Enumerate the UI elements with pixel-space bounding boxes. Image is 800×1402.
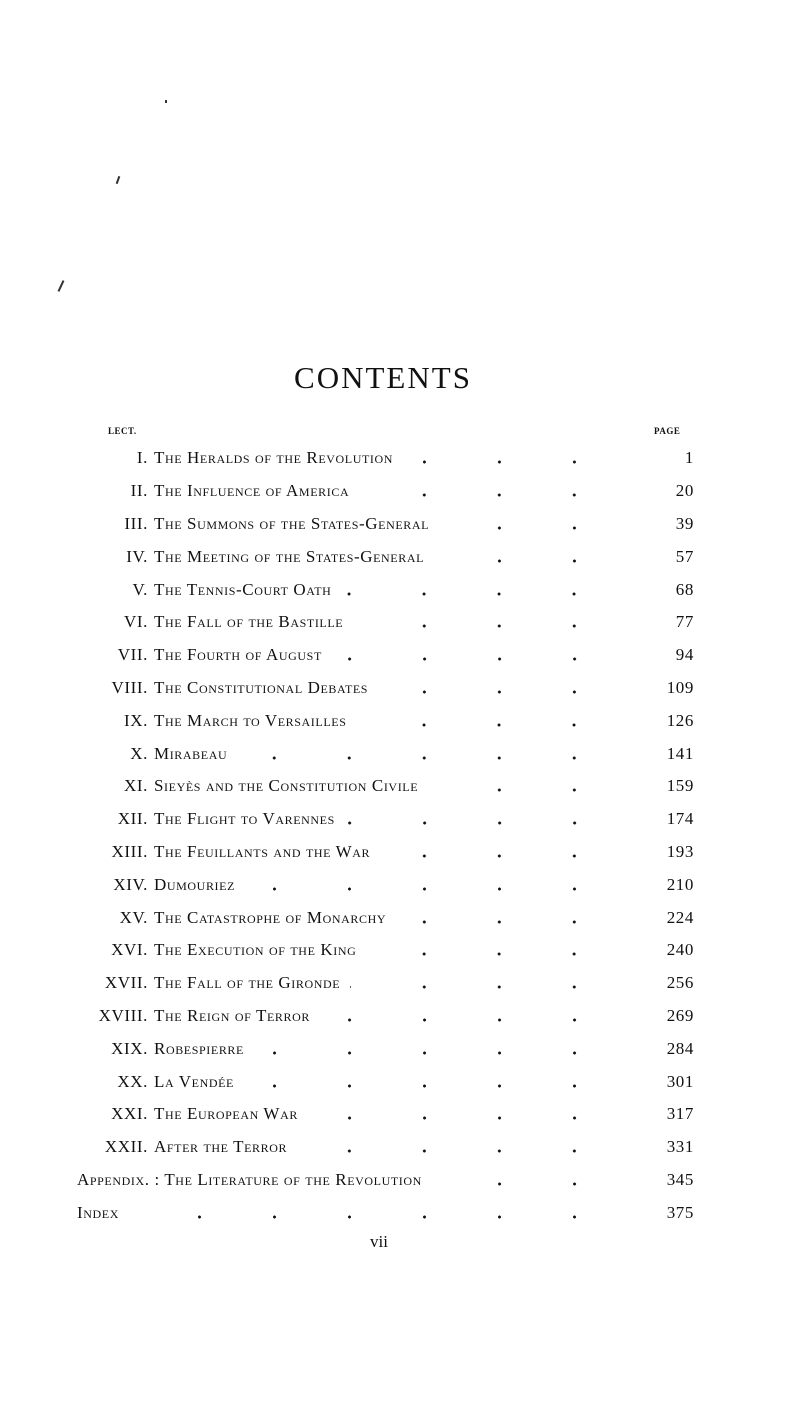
lecture-title: The Fall of the Gironde — [154, 973, 341, 993]
lecture-title: The Constitutional Debates — [154, 677, 369, 697]
page-ref: 331 — [666, 1137, 694, 1157]
table-of-contents — [70, 442, 694, 1229]
lecture-number: XIX. — [111, 1038, 148, 1058]
page-number: vii — [370, 1232, 388, 1251]
dot-leader — [254, 1051, 612, 1055]
dot-leader — [439, 526, 612, 530]
lecture-title: The Fall of the Bastille — [154, 612, 344, 632]
lecture-title: The Catastrophe of Monarchy — [154, 907, 387, 927]
page-ref: 345 — [666, 1169, 694, 1189]
lecture-title: The Meeting of the States-General — [154, 546, 425, 566]
lecture-number: X. — [130, 743, 148, 763]
page-ref: 68 — [675, 579, 694, 599]
page-ref: 94 — [675, 645, 694, 665]
dot-leader — [366, 952, 612, 956]
dot-leader — [320, 1018, 612, 1022]
page-title: CONTENTS — [294, 360, 472, 395]
toc-entry — [70, 1098, 694, 1131]
lecture-title: The Flight to Varennes — [154, 809, 335, 829]
lecture-title: The Summons of the States-General — [154, 513, 430, 533]
toc-entry — [70, 639, 694, 672]
page-ref: 224 — [666, 907, 694, 927]
lecture-title: The Fourth of August — [154, 645, 322, 665]
page-ref: 20 — [675, 481, 694, 501]
lecture-number: XIV. — [113, 874, 148, 894]
lecture-title: The European War — [154, 1104, 298, 1124]
lecture-number: XIII. — [111, 841, 148, 861]
lecture-number: IV. — [126, 546, 148, 566]
dot-leader — [434, 559, 612, 563]
lecture-title: Dumouriez — [154, 874, 236, 894]
lecture-number: VII. — [117, 645, 148, 665]
dot-leader — [332, 657, 612, 661]
toc-entry — [70, 803, 694, 836]
dot-leader — [129, 1215, 612, 1219]
dot-leader — [428, 788, 612, 792]
page-ref: 375 — [666, 1202, 694, 1222]
entry-title: Appendix. : The Literature of the Revolution — [77, 1169, 422, 1189]
toc-entry — [70, 540, 694, 573]
page-ref: 317 — [666, 1104, 694, 1124]
toc-entry — [70, 1000, 694, 1033]
toc-entry — [70, 967, 694, 1000]
page-ref: 301 — [666, 1071, 694, 1091]
lecture-number: XI. — [124, 776, 148, 796]
dot-leader — [380, 854, 612, 858]
toc-entry — [70, 573, 694, 606]
dot-leader — [356, 723, 612, 727]
toc-entry — [70, 1164, 694, 1197]
page-ref: 57 — [675, 546, 694, 566]
page-ref: 77 — [675, 612, 694, 632]
lecture-number: IX. — [124, 710, 148, 730]
dot-leader — [403, 460, 612, 464]
toc-entry — [70, 606, 694, 639]
toc-entry — [70, 934, 694, 967]
dot-leader — [345, 821, 612, 825]
lecture-number: XX. — [117, 1071, 148, 1091]
toc-entry — [70, 442, 694, 475]
toc-entry — [70, 737, 694, 770]
lecture-title: La Vendée — [154, 1071, 234, 1091]
lecture-number: II. — [130, 481, 148, 501]
dot-leader — [396, 920, 612, 924]
dot-leader — [350, 985, 612, 989]
lecture-number: V. — [132, 579, 148, 599]
toc-entry — [70, 672, 694, 705]
page-ref: 193 — [666, 841, 694, 861]
lecture-number: XXI. — [111, 1104, 148, 1124]
dot-leader — [245, 887, 612, 891]
dot-leader — [359, 493, 612, 497]
lecture-title: The Reign of Terror — [154, 1005, 310, 1025]
dot-leader — [378, 690, 612, 694]
lecture-number: XVIII. — [98, 1005, 148, 1025]
lecture-title: Robespierre — [154, 1038, 244, 1058]
entry-title: Index — [77, 1202, 119, 1222]
scan-speck — [165, 100, 167, 103]
page-ref: 109 — [666, 677, 694, 697]
toc-entry — [70, 836, 694, 869]
scan-speck — [58, 280, 65, 292]
page-ref: 159 — [666, 776, 694, 796]
lecture-title: The Heralds of the Revolution — [154, 448, 394, 468]
toc-entry — [70, 1131, 694, 1164]
dot-leader — [237, 756, 612, 760]
page-ref: 210 — [666, 874, 694, 894]
toc-entry — [70, 1032, 694, 1065]
dot-leader — [297, 1149, 612, 1153]
page-ref: 39 — [675, 513, 694, 533]
lecture-number: XII. — [117, 809, 148, 829]
lecture-number: XVII. — [104, 973, 148, 993]
lecture-number: XVI. — [111, 940, 148, 960]
lecture-title: The Execution of the King — [154, 940, 357, 960]
lecture-title: The March to Versailles — [154, 710, 347, 730]
toc-entry — [70, 868, 694, 901]
page-ref: 126 — [666, 710, 694, 730]
page-ref: 284 — [666, 1038, 694, 1058]
page-ref: 141 — [666, 743, 694, 763]
lecture-title: Sieyès and the Constitution Civile — [154, 776, 419, 796]
lecture-number: I. — [136, 448, 148, 468]
scan-speck — [116, 176, 121, 184]
lecture-column-header: LECT. — [108, 426, 137, 436]
toc-entry — [70, 475, 694, 508]
page-ref: 269 — [666, 1005, 694, 1025]
dot-leader — [244, 1084, 612, 1088]
dot-leader — [308, 1116, 612, 1120]
dot-leader — [432, 1182, 612, 1186]
page-ref: 256 — [666, 973, 694, 993]
toc-entry — [70, 901, 694, 934]
lecture-number: VIII. — [111, 677, 148, 697]
toc-entry — [70, 1065, 694, 1098]
toc-entry — [70, 770, 694, 803]
lecture-number: VI. — [124, 612, 148, 632]
lecture-number: XV. — [119, 907, 148, 927]
page-ref: 1 — [684, 448, 694, 468]
lecture-number: III. — [124, 513, 148, 533]
page-column-header: PAGE — [654, 426, 681, 436]
lecture-title: After the Terror — [154, 1137, 288, 1157]
toc-entry — [70, 508, 694, 541]
lecture-title: Mirabeau — [154, 743, 228, 763]
lecture-title: The Feuillants and the War — [154, 841, 371, 861]
page-ref: 174 — [666, 809, 694, 829]
lecture-number: XXII. — [104, 1137, 148, 1157]
toc-entry — [70, 704, 694, 737]
lecture-title: The Tennis-Court Oath — [154, 579, 332, 599]
lecture-title: The Influence of America — [154, 481, 350, 501]
dot-leader — [353, 624, 612, 628]
dot-leader — [341, 592, 612, 596]
page-ref: 240 — [666, 940, 694, 960]
toc-entry — [70, 1196, 694, 1229]
